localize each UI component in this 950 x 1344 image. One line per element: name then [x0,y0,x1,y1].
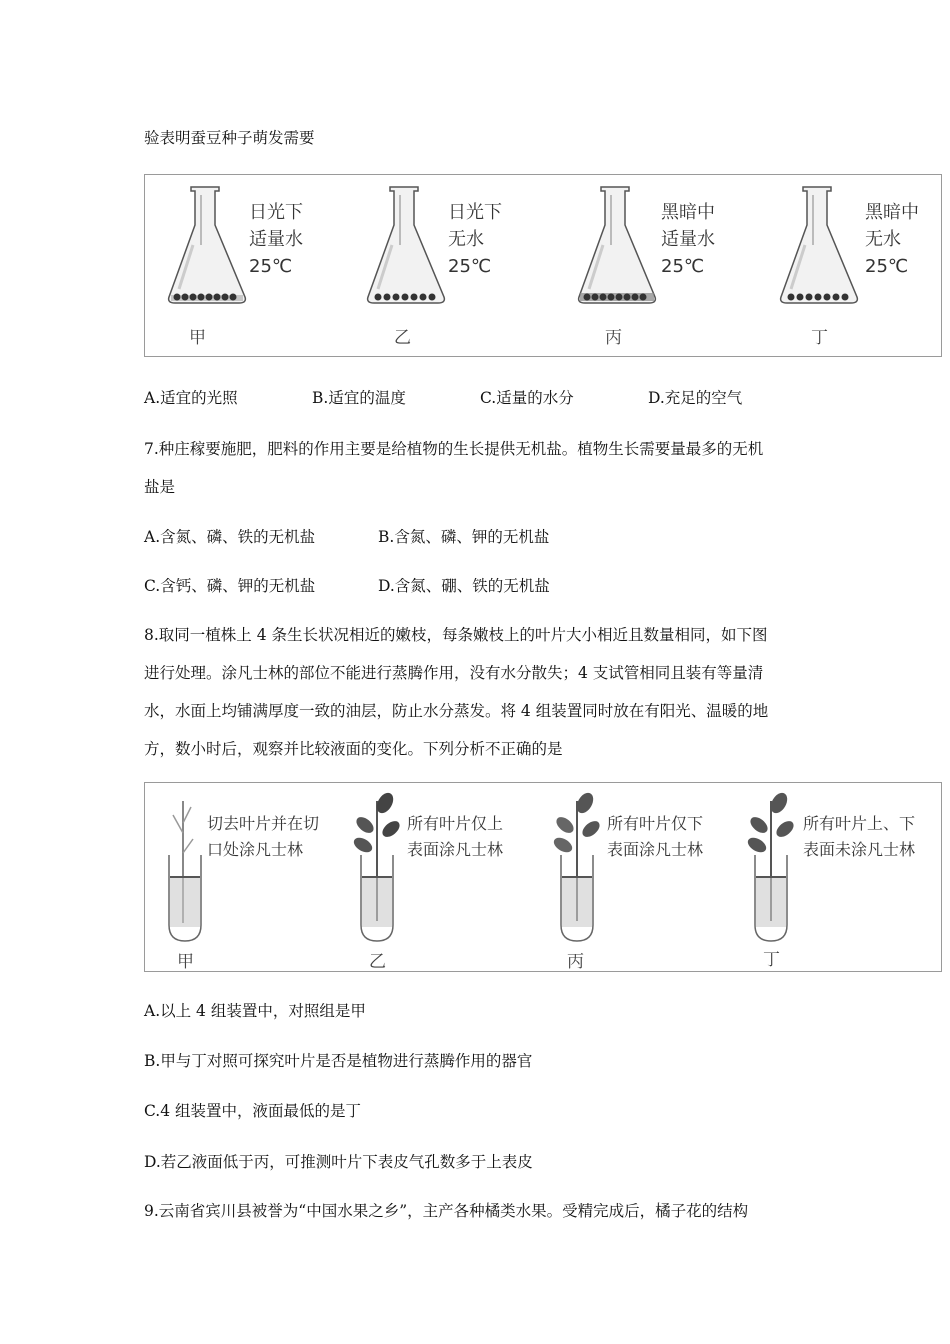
q8-option-d: D.若乙液面低于丙，可推测叶片下表皮气孔数多于上表皮 [144,1153,533,1171]
q8-stem-line4: 方，数小时后，观察并比较液面的变化。下列分析不正确的是 [144,740,563,758]
test-tube-icon [353,789,413,939]
intro-line: 验表明蚕豆种子萌发需要 [144,129,315,147]
q6-option-c: C.适量的水分 [480,389,574,407]
flask-label: 乙 [394,328,411,348]
condition-water: 适量水 [249,229,303,250]
tube-label: 丁 [763,950,780,970]
treatment-line1: 所有叶片仅下 [607,814,704,833]
q8-stem-line3: 水，水面上均铺满厚度一致的油层，防止水分蒸发。将 4 组装置同时放在有阳光、温暖的地 [144,702,769,720]
flask-label: 甲 [189,328,206,348]
q8-option-a: A.以上 4 组装置中，对照组是甲 [144,1002,366,1020]
condition-temperature: 25℃ [865,256,909,277]
q7-option-d: D.含氮、硼、铁的无机盐 [378,577,550,595]
condition-water: 适量水 [661,229,715,250]
q7-option-a: A.含氮、磷、铁的无机盐 [144,528,316,546]
q6-option-d: D.充足的空气 [648,389,743,407]
flask-icon [567,185,667,325]
treatment-line2: 表面未涂凡士林 [803,840,916,859]
tube-label: 乙 [369,952,386,972]
q7-stem-line1: 7.种庄稼要施肥，肥料的作用主要是给植物的生长提供无机盐。植物生长需要量最多的无机 [144,440,764,458]
treatment-line2: 口处涂凡士林 [207,840,304,859]
q7-option-c: C.含钙、磷、钾的无机盐 [144,577,316,595]
q9-stem-line1: 9.云南省宾川县被誉为“中国水果之乡”，主产各种橘类水果。受精完成后，橘子花的结构 [144,1202,749,1220]
q7-stem-line2: 盐是 [144,478,176,496]
flask-icon [356,185,456,325]
q6-option-a: A.适宜的光照 [144,389,238,407]
q7-option-b: B.含氮、磷、钾的无机盐 [378,528,550,546]
q8-option-c: C.4 组装置中，液面最低的是丁 [144,1102,362,1120]
treatment-line2: 表面涂凡士林 [407,840,504,859]
condition-water: 无水 [448,229,484,250]
q8-stem-line2: 进行处理。涂凡士林的部位不能进行蒸腾作用，没有水分散失；4 支试管相同且装有等量清 [144,664,764,682]
condition-light: 黑暗中 [661,202,715,223]
test-tube-icon [553,789,613,939]
flask-label: 丙 [605,328,622,348]
treatment-line1: 切去叶片并在切 [207,814,320,833]
q8-option-b: B.甲与丁对照可探究叶片是否是植物进行蒸腾作用的器官 [144,1052,533,1070]
condition-light: 日光下 [249,202,303,223]
test-tube-figure [144,782,942,972]
condition-light: 黑暗中 [865,202,919,223]
treatment-line2: 表面涂凡士林 [607,840,704,859]
q8-stem-line1: 8.取同一植株上 4 条生长状况相近的嫩枝，每条嫩枝上的叶片大小相近且数量相同，如下图 [144,626,768,644]
q6-option-b: B.适宜的温度 [312,389,406,407]
condition-temperature: 25℃ [661,256,705,277]
tube-label: 甲 [177,952,194,972]
flask-icon [769,185,869,325]
treatment-line1: 所有叶片仅上 [407,814,504,833]
condition-temperature: 25℃ [249,256,293,277]
tube-label: 丙 [567,952,584,972]
condition-light: 日光下 [448,202,502,223]
flask-icon [157,185,257,325]
test-tube-icon [747,789,807,939]
flask-figure [144,174,942,357]
flask-label: 丁 [811,328,828,348]
treatment-line1: 所有叶片上、下 [803,814,916,833]
condition-water: 无水 [865,229,901,250]
condition-temperature: 25℃ [448,256,492,277]
